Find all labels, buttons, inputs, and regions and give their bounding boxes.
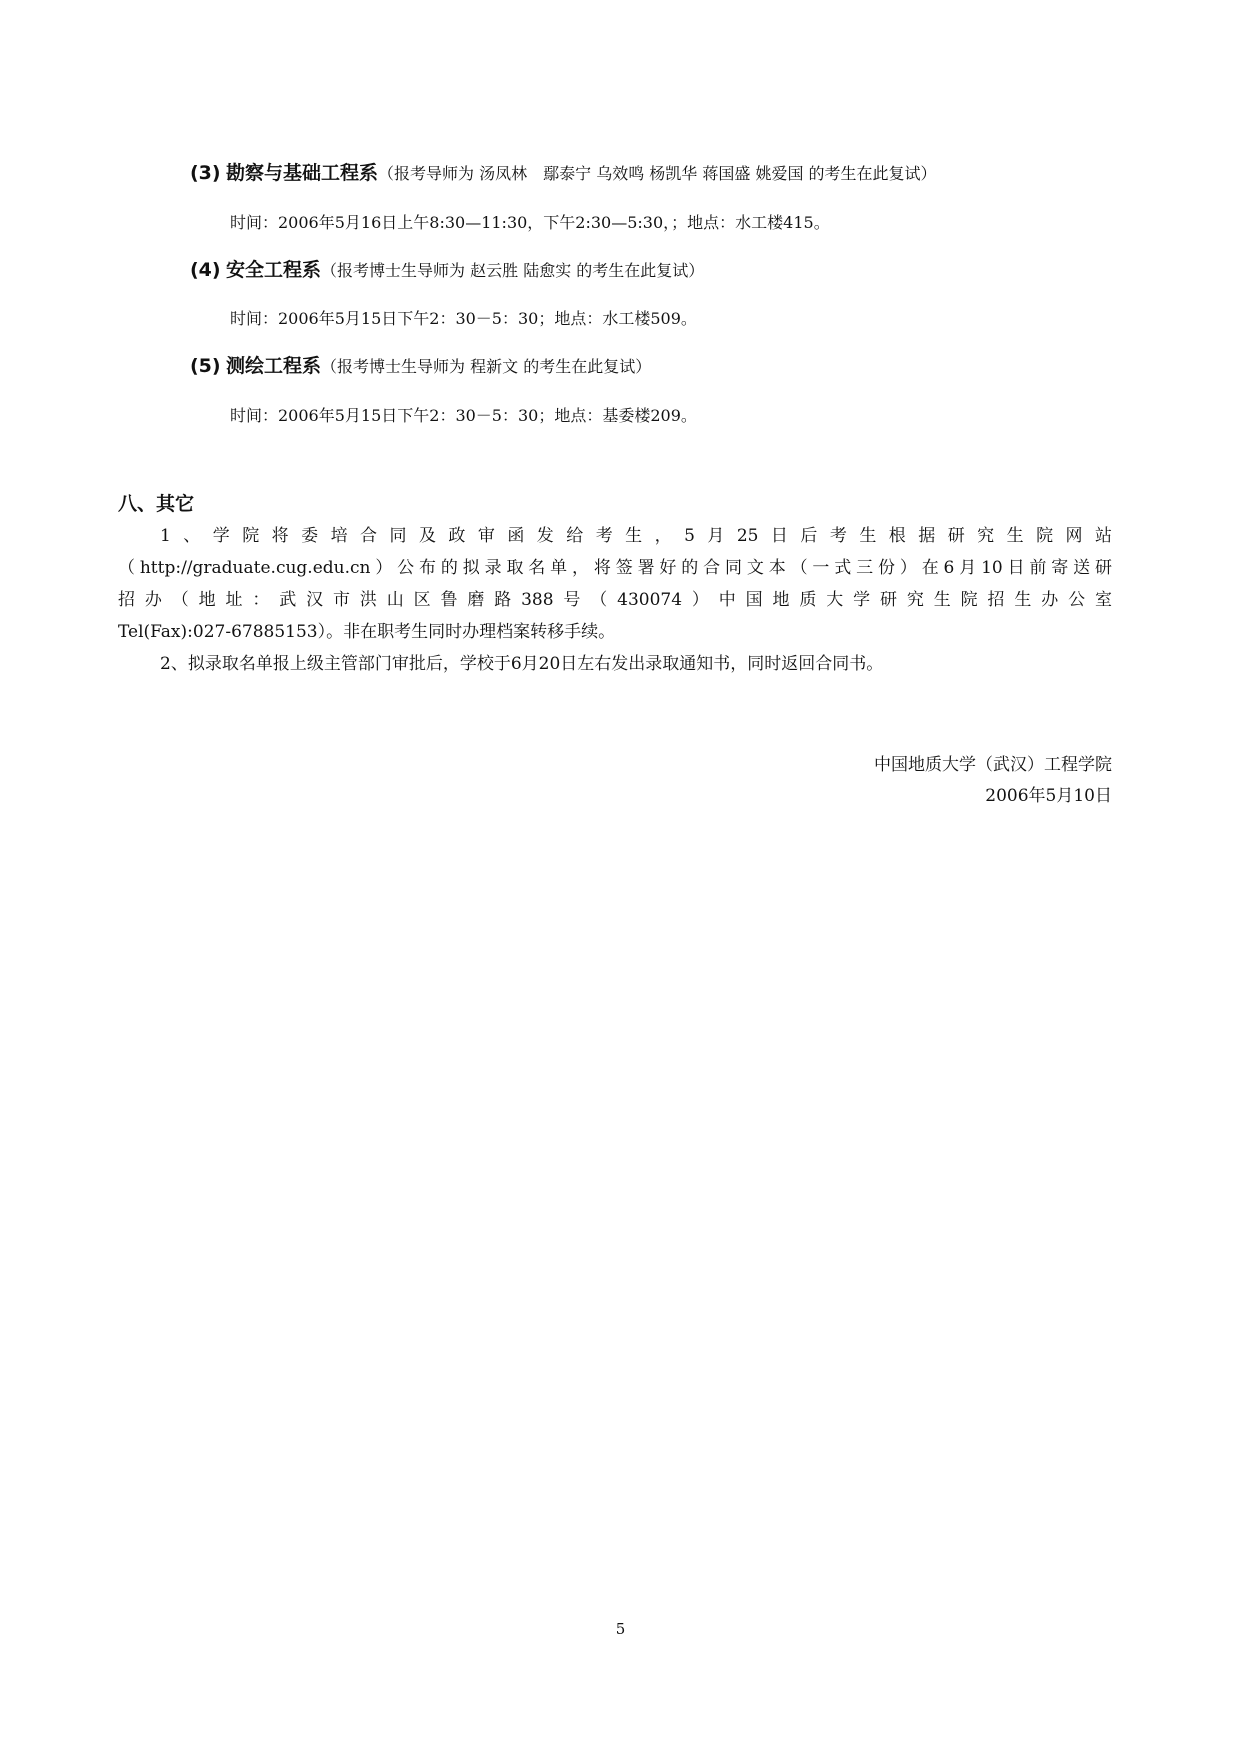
page-number: 5: [615, 1620, 626, 1638]
signature-date: 2006年5月10日: [985, 786, 1112, 806]
other-paragraph-1-line-4: Tel(Fax):027-67885153）。非在职考生同时办理档案转移手续。: [118, 622, 616, 642]
section-schedule-5: 时间：2006年5月15日下午2：30－5：30；地点：基委楼209。: [230, 406, 697, 425]
section-header-3: [190, 160, 937, 187]
section-header-4: [190, 257, 704, 284]
section-number: (3): [190, 162, 221, 184]
other-paragraph-2: 2、拟录取名单报上级主管部门审批后，学校于6月20日左右发出录取通知书，同时返回合同书。: [160, 654, 884, 674]
section-note: （报考博士生导师为 赵云胜 陆愈实 的考生在此复试）: [321, 261, 705, 280]
section-header-5: [190, 353, 651, 380]
other-paragraph-1-line-2: （http://graduate.cug.edu.cn）公布的拟录取名单，将签署好的合同文本（一式三份）在6月10日前寄送研: [118, 558, 1112, 578]
other-paragraph-1-line-3: 招办（地址：武汉市洪山区鲁磨路388号（430074）中国地质大学研究生院招生办公室: [118, 590, 1112, 610]
section-number: (4): [190, 259, 221, 281]
other-paragraph-1-line-1: 1、学院将委培合同及政审函发给考生，5月25日后考生根据研究生院网站: [160, 526, 1112, 546]
other-heading: 八、其它: [118, 493, 195, 515]
section-title: 勘察与基础工程系: [226, 162, 379, 184]
section-title: 测绘工程系: [226, 355, 322, 377]
section-note: （报考博士生导师为 程新文 的考生在此复试）: [321, 357, 652, 376]
section-number: (5): [190, 355, 221, 377]
signature-organization: 中国地质大学（武汉）工程学院: [874, 755, 1112, 775]
section-schedule-4: 时间：2006年5月15日下午2：30－5：30；地点：水工楼509。: [230, 309, 697, 328]
section-schedule-3: 时间：2006年5月16日上午8:30—11:30，下午2:30—5:30，；地点：水工楼415。: [230, 213, 830, 232]
section-note: （报考导师为 汤凤林 鄢泰宁 乌效鸣 杨凯华 蒋国盛 姚爱国 的考生在此复试）: [378, 164, 937, 183]
section-title: 安全工程系: [226, 259, 322, 281]
